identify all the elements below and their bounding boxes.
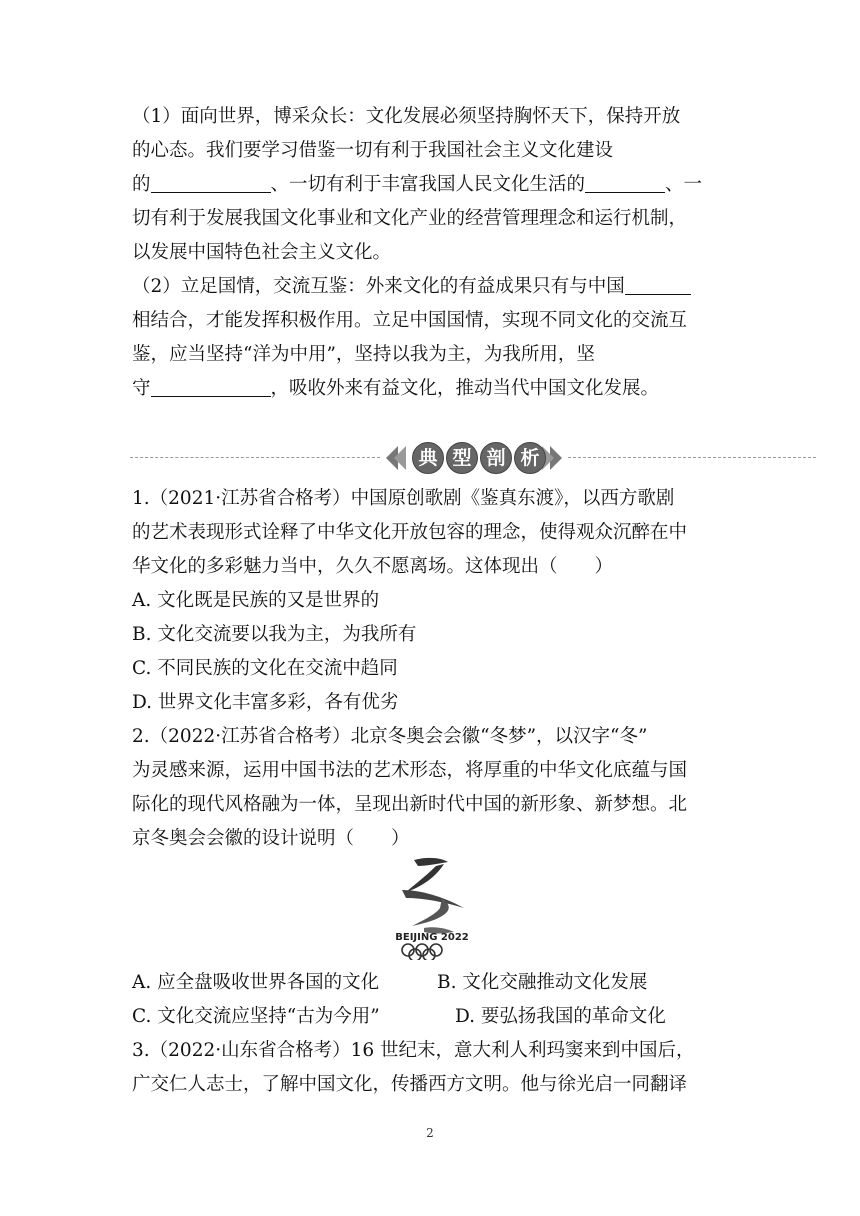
divider-rule-right <box>568 457 816 458</box>
question-2-text: 京冬奥会会徽的设计说明（ ） <box>132 828 410 849</box>
question-3-text: 3.（2022·山东省合格考）16 世纪末，意大利人利玛窦来到中国后， <box>132 1040 695 1061</box>
text-fragment: 守 <box>132 378 151 399</box>
question-2-options <box>132 966 732 1034</box>
question-1-text: 华文化的多彩魅力当中，久久不愿离场。这体现出（ ） <box>132 556 614 577</box>
q1-option-b[interactable]: B. 文化交流要以我为主，为我所有 <box>132 624 417 645</box>
emblem-wordmark: BEIJING 2022 <box>395 932 469 943</box>
text-line: 以发展中国特色社会主义文化。 <box>132 242 392 263</box>
fill-blank-4[interactable] <box>151 374 271 397</box>
section-title-char: 型 <box>446 442 478 474</box>
q2-option-b[interactable]: B. 文化交融推动文化发展 <box>437 972 648 993</box>
q2-option-d[interactable]: D. 要弘扬我国的革命文化 <box>455 1006 666 1027</box>
fill-blank-1[interactable] <box>151 170 271 193</box>
page-number: 2 <box>426 1126 434 1140</box>
fill-blank-3[interactable] <box>625 272 691 295</box>
text-line <box>132 168 732 202</box>
text-line: 的心态。我们要学习借鉴一切有利于我国社会主义文化建设 <box>132 140 614 161</box>
section-title-char: 典 <box>412 442 444 474</box>
text-line: （1）面向世界，博采众长：文化发展必须坚持胸怀天下，保持开放 <box>132 106 681 127</box>
q2-option-c[interactable]: C. 文化交流应坚持“古为今用” <box>132 1006 380 1027</box>
knowledge-points <box>132 100 732 406</box>
text-fragment: 的 <box>132 174 151 195</box>
section-title-badge <box>384 440 564 476</box>
text-line <box>132 372 732 406</box>
section-title-char: 析 <box>514 442 546 474</box>
text-fragment: ，吸收外来有益文化，推动当代中国文化发展。 <box>270 378 660 399</box>
q1-option-a[interactable]: A. 文化既是民族的又是世界的 <box>132 590 380 611</box>
section-title-char: 剖 <box>480 442 512 474</box>
question-2-text: 为灵感来源，运用中国书法的艺术形态，将厚重的中华文化底蕴与国 <box>132 760 688 781</box>
text-line <box>132 270 732 304</box>
text-line: 切有利于发展我国文化事业和文化产业的经营管理理念和运行机制， <box>132 208 688 229</box>
text-line: 相结合，才能发挥积极作用。立足中国国情，实现不同文化的交流互 <box>132 310 688 331</box>
q1-option-d[interactable]: D. 世界文化丰富多彩，各有优劣 <box>132 692 399 713</box>
question-3 <box>132 1034 732 1102</box>
question-3-text: 广交仁人志士，了解中国文化，传播西方文明。他与徐光启一同翻译 <box>132 1074 688 1095</box>
question-1-text: 1.（2021·江苏省合格考）中国原创歌剧《鉴真东渡》，以西方歌剧 <box>132 488 675 509</box>
text-fragment: （2）立足国情，交流互鉴：外来文化的有益成果只有与中国 <box>132 276 625 297</box>
winter-dream-emblem-icon <box>384 852 480 960</box>
beijing-2022-emblem-image <box>384 852 480 960</box>
option-row <box>132 1000 732 1034</box>
text-line: 鉴，应当坚持“洋为中用”，坚持以我为主，为我所用，坚 <box>132 344 595 365</box>
text-fragment: 、一 <box>665 174 703 195</box>
question-2-text: 2.（2022·江苏省合格考）北京冬奥会会徽“冬梦”，以汉字“冬” <box>132 726 648 747</box>
divider-rule-left <box>130 457 380 458</box>
fill-blank-2[interactable] <box>585 170 665 193</box>
section-divider <box>130 440 816 476</box>
question-2-text: 际化的现代风格融为一体，呈现出新时代中国的新形象、新梦想。北 <box>132 794 688 815</box>
question-1-text: 的艺术表现形式诠释了中华文化开放包容的理念，使得观众沉醉在中 <box>132 522 688 543</box>
text-fragment: 、一切有利于丰富我国人民文化生活的 <box>270 174 586 195</box>
questions <box>132 482 732 856</box>
q2-option-a[interactable]: A. 应全盘吸收世界各国的文化 <box>132 972 380 993</box>
option-row <box>132 966 732 1000</box>
q1-option-c[interactable]: C. 不同民族的文化在交流中趋同 <box>132 658 398 679</box>
